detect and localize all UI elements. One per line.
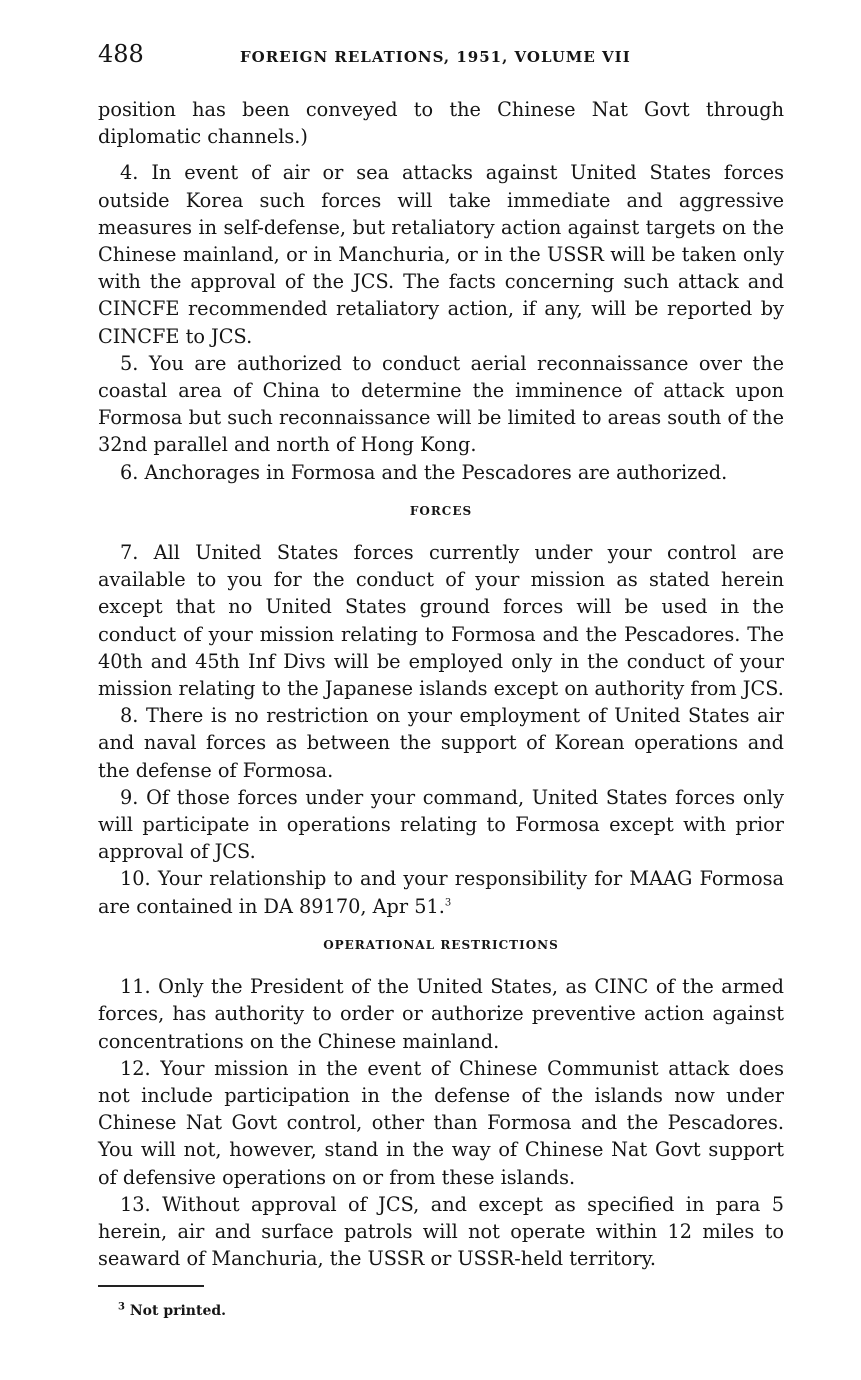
- paragraph-6: 6. Anchorages in Formosa and the Pescadores are authorized.: [120, 460, 728, 484]
- section-heading-operational-restrictions: OPERATIONAL RESTRICTIONS: [323, 937, 559, 952]
- page-header: [98, 40, 784, 96]
- section-heading-forces: FORCES: [409, 503, 473, 518]
- paragraph-13: 13. Without approval of JCS, and except as specified in para 5 herein, air and surface patrols will not operate within 12 miles to seaward of Manchuria, the USSR or USSR-held territory.: [98, 1192, 784, 1271]
- paragraph-9: 9. Of those forces under your command, United States forces only will participate in operations relating to Formosa except with prior approval of JCS.: [98, 785, 784, 864]
- paragraph-12: 12. Your mission in the event of Chinese Communist attack does not include participation in the defense of the islands now under Chinese Nat Govt control, other than Formosa and the Pescadores. You will not, however, stand in the way of Chinese Nat Govt support of defensive operations on or from these islands.: [98, 1056, 784, 1189]
- footnote-reference[interactable]: 3: [444, 897, 452, 909]
- paragraph-10: [98, 865, 784, 919]
- paragraph-10-text: 10. Your relationship to and your responsibility for MAAG Formosa are contained in DA 89170, Apr 51.: [98, 867, 784, 918]
- paragraph-8: 8. There is no restriction on your employment of United States air and naval forces as between the support of Korean operations and the defense of Formosa.: [98, 704, 784, 782]
- paragraph-11: 11. Only the President of the United States, as CINC of the armed forces, has authority to order or authorize preventive action against concentrations on the Chinese mainland.: [98, 975, 784, 1053]
- footnote: [118, 1303, 784, 1319]
- footnote-marker: 3: [118, 1301, 125, 1313]
- paragraph-7: 7. All United States forces currently under your control are available to you for the conduct of your mission as stated herein except that no United States ground forces will be used in the conduct of your mission relating to Formosa and the Pescadores. The 40th and 45th Inf Divs will be employed only in the conduct of your mission relating to the Japanese islands except on authority from JCS.: [98, 541, 784, 701]
- document-page: [98, 40, 784, 1319]
- page-number: 488: [98, 40, 144, 68]
- footnote-text: Not printed.: [129, 1303, 227, 1320]
- footnote-divider: [98, 1285, 204, 1287]
- body-text: [98, 96, 784, 1272]
- paragraph-continued: position has been conveyed to the Chinese Nat Govt through diplomatic channels.): [98, 98, 784, 149]
- paragraph-4: 4. In event of air or sea attacks against United States forces outside Korea such forces will take immediate and aggressive measures in self-defense, but retaliatory action against targets on the Chinese mainland, or in Manchuria, or in the USSR will be taken only with the approval of the JCS. The facts concerning such attack and CINCFE recommended retaliatory action, if any, will be reported by CINCFE to JCS.: [98, 161, 784, 348]
- running-head: FOREIGN RELATIONS, 1951, VOLUME VII: [240, 48, 631, 66]
- paragraph-5: 5. You are authorized to conduct aerial reconnaissance over the coastal area of China to determine the imminence of attack upon Formosa but such reconnaissance will be limited to areas south of the 32nd parallel and north of Hong Kong.: [98, 351, 784, 457]
